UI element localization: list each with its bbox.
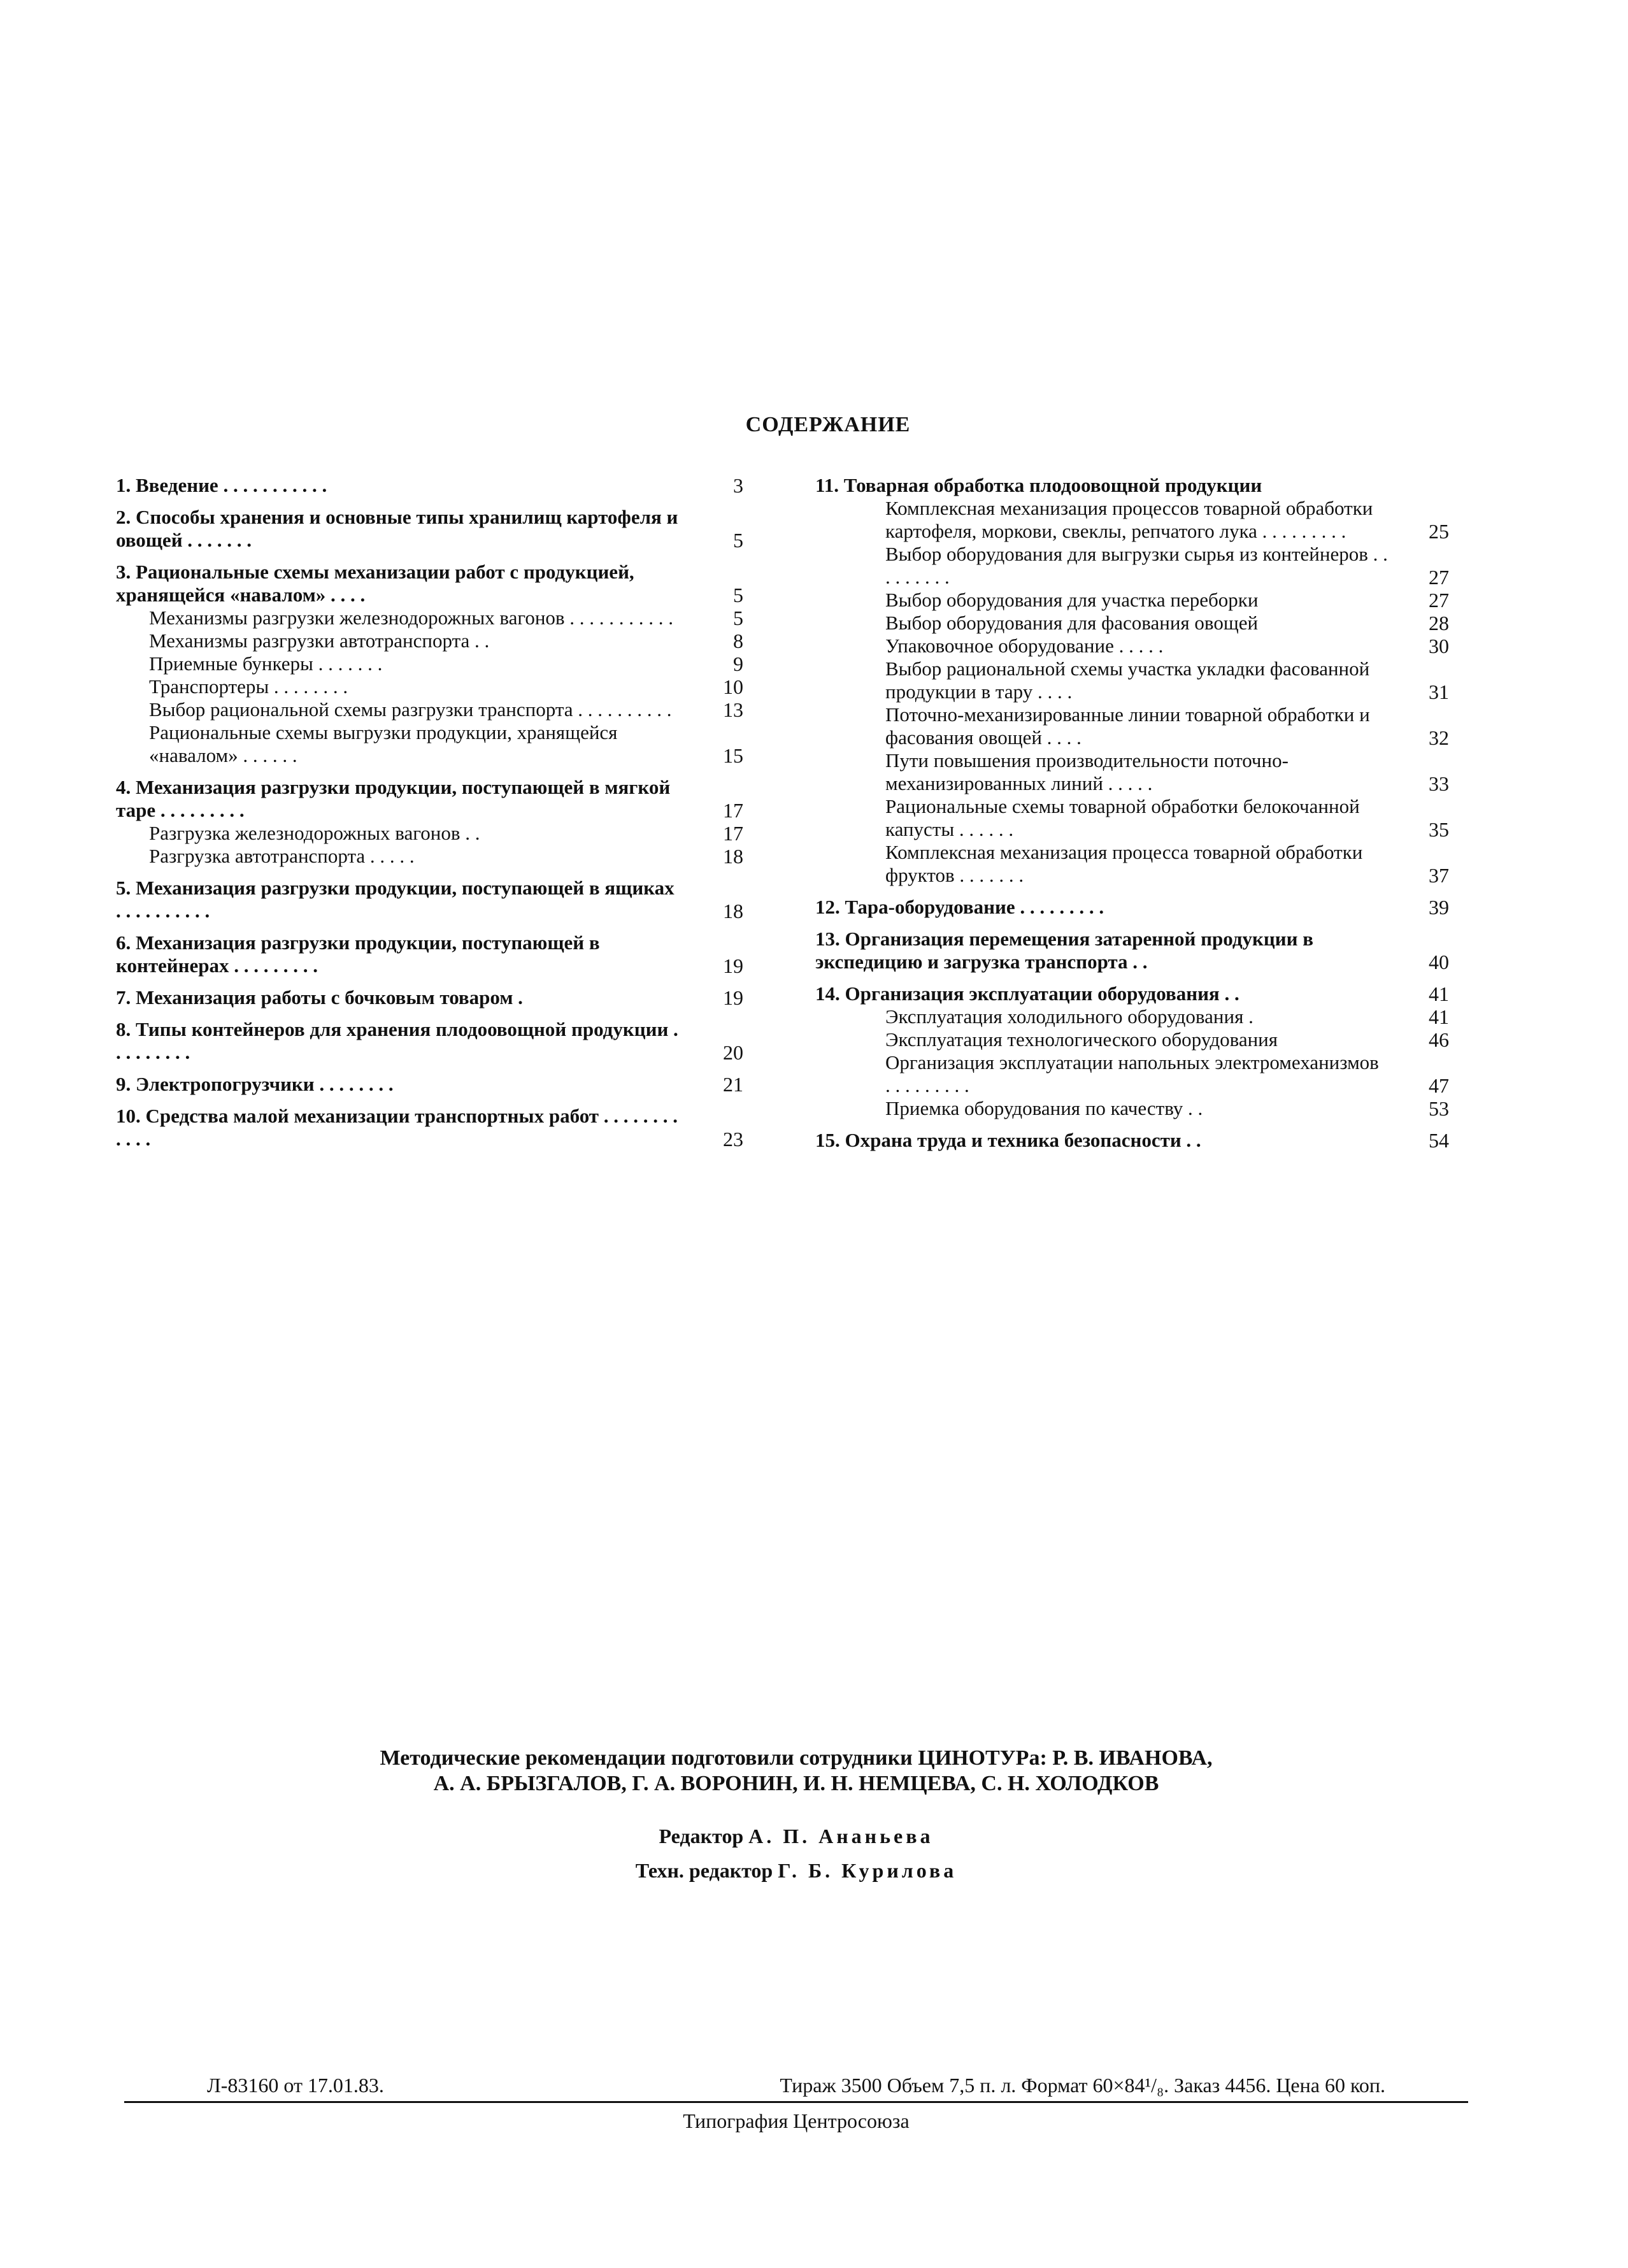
toc-entry-page: 33 [1429,772,1449,795]
toc-entry-title: Приемка оборудования по качеству . . [885,1097,1203,1119]
toc-entry-title: Выбор рациональной схемы участка укладки фасованной продукции в тару . . . . [885,657,1370,703]
toc-entry-page: 40 [1429,951,1449,973]
toc-entry-page: 19 [723,986,743,1009]
toc-entry-page: 39 [1429,896,1449,919]
toc-entry-page: 18 [723,900,743,922]
toc-entry-title: 4. Механизация разгрузки продукции, поступающей в мягкой таре . . . . . . . . . [116,776,671,821]
toc-entry-page: 5 [733,606,743,629]
toc-entry [116,986,759,1009]
toc-entry-title: Разгрузка железнодорожных вагонов . . [149,822,480,844]
editor-line [191,1823,1401,1849]
tech-editor-name: Г. Б. Курилова [778,1859,957,1882]
toc-entry [815,497,1452,543]
toc-entry-title: 14. Организация эксплуатации оборудования . . [815,982,1239,1005]
toc-entry-page: 54 [1429,1129,1449,1152]
toc-entry-title: Комплексная механизация процесса товарной обработки фруктов . . . . . . . [885,841,1363,886]
toc-entry [116,506,759,552]
toc-entry-page: 27 [1429,566,1449,589]
toc-entry-title: Эксплуатация технологического оборудования [885,1028,1278,1051]
toc-entry-title: 2. Способы хранения и основные типы хранилищ картофеля и овощей . . . . . . . [116,506,678,551]
toc-entry [116,652,759,675]
toc-entry-page: 10 [723,675,743,698]
authors-line-1: Методические рекомендации подготовили сотрудники ЦИНОТУРа: Р. В. ИВАНОВА, [380,1746,1213,1770]
print-details: Тираж 3500 Объем 7,5 п. л. Формат 60×84¹/₈. Заказ 4456. Цена 60 коп. [780,2074,1385,2097]
toc-entry-page: 5 [733,529,743,552]
toc-entry-title: 13. Организация перемещения затаренной продукции в экспедицию и загрузка транспорта . . [815,928,1313,973]
toc-entry-title: Комплексная механизация процессов товарной обработки картофеля, моркови, свеклы, репчатого лука . . . . . . . . . [885,497,1373,542]
toc-entry [116,606,759,629]
toc-entry-title: Транспортеры . . . . . . . . [149,675,348,698]
toc-entry-page: 53 [1429,1097,1449,1120]
toc-entry-page: 41 [1429,982,1449,1005]
tech-editor-label: Техн. редактор [635,1859,773,1882]
toc-entry-title: Рациональные схемы выгрузки продукции, хранящейся «навалом» . . . . . . [149,721,618,766]
toc-entry [116,822,759,845]
toc-entry [815,635,1452,657]
toc-entry [815,982,1452,1005]
toc-entry-page: 46 [1429,1028,1449,1051]
toc-entry-page: 17 [723,822,743,845]
toc-entry-page: 32 [1429,726,1449,749]
toc-entry-title: 5. Механизация разгрузки продукции, поступающей в ящиках . . . . . . . . . . [116,877,675,922]
printer-name: Типография Центросоюза [683,2109,910,2132]
toc-entry-page: 9 [733,652,743,675]
toc-entry [815,1129,1452,1152]
page-title: СОДЕРЖАНИЕ [745,413,911,436]
toc-entry-title: 8. Типы контейнеров для хранения плодоовощной продукции . . . . . . . . . [116,1018,678,1063]
toc-entry [116,474,759,497]
toc-entry-page: 30 [1429,635,1449,657]
toc-entry [815,928,1452,973]
toc-entry-title: Организация эксплуатации напольных электромеханизмов . . . . . . . . . [885,1051,1379,1096]
toc-entry [116,561,759,606]
toc-entry-title: Упаковочное оборудование . . . . . [885,635,1164,657]
toc-entry [116,1073,759,1096]
toc-entry [815,657,1452,703]
license-number: Л-83160 от 17.01.83. [207,2074,384,2097]
toc-entry-page: 5 [733,584,743,606]
toc-entry-title: 6. Механизация разгрузки продукции, поступающей в контейнерах . . . . . . . . . [116,931,600,977]
toc-entry [116,629,759,652]
imprint-block [124,2074,1468,2133]
toc-entry-page: 13 [723,698,743,721]
toc-entry [116,1105,759,1151]
toc-entry-page: 8 [733,629,743,652]
toc-entry [116,1018,759,1064]
toc-entry-page: 19 [723,954,743,977]
toc-entry-title: Эксплуатация холодильного оборудования . [885,1005,1253,1028]
toc-entry-title: Рациональные схемы товарной обработки белокочанной капусты . . . . . . [885,795,1360,840]
toc-entry [116,698,759,721]
toc-right-column [815,465,1452,1152]
toc-entry [815,1097,1452,1120]
toc-entry-title: Выбор оборудования для участка переборки [885,589,1259,611]
toc-entry [116,877,759,922]
toc-left-column [116,465,759,1151]
toc-entry-page: 47 [1429,1074,1449,1097]
toc-entry-page: 35 [1429,818,1449,841]
toc-entry [815,543,1452,589]
toc-entry-page: 23 [723,1128,743,1151]
toc-entry-title: 7. Механизация работы с бочковым товаром . [116,986,523,1008]
toc-entry-page: 17 [723,799,743,822]
toc-entry-page: 3 [733,474,743,497]
toc-entry-title: 3. Рациональные схемы механизации работ с продукцией, хранящейся «навалом» . . . . [116,561,634,606]
toc-entry [815,1051,1452,1097]
toc-entry-title: Механизмы разгрузки автотранспорта . . [149,629,490,652]
toc-entry-title: Механизмы разгрузки железнодорожных вагонов . . . . . . . . . . . [149,606,674,629]
toc-entry-title: 9. Электропогрузчики . . . . . . . . [116,1073,394,1095]
toc-entry-title: 10. Средства малой механизации транспортных работ . . . . . . . . . . . . [116,1105,678,1150]
toc-entry [815,474,1452,497]
toc-entry-page: 31 [1429,680,1449,703]
toc-entry-title: Выбор рациональной схемы разгрузки транспорта . . . . . . . . . . [149,698,672,721]
toc-entry-title: Поточно-механизированные линии товарной обработки и фасования овощей . . . . [885,703,1370,749]
toc-entry-title: 11. Товарная обработка плодоовощной продукции [815,474,1262,496]
toc-entry-title: 12. Тара-оборудование . . . . . . . . . [815,896,1104,918]
toc-entry [116,931,759,977]
editor-label: Редактор [659,1825,744,1848]
toc-entry-title: 15. Охрана труда и техника безопасности . . [815,1129,1201,1151]
toc-entry-page: 20 [723,1041,743,1064]
toc-entry-page: 18 [723,845,743,868]
toc-entry [116,721,759,767]
toc-entry-title: Приемные бункеры . . . . . . . [149,652,383,675]
editor-name: А. П. Ананьева [748,1825,934,1848]
credits-block [191,1746,1401,1883]
toc-entry-page: 41 [1429,1005,1449,1028]
toc-entry [116,845,759,868]
tech-editor-line [191,1858,1401,1883]
toc-entry [815,795,1452,841]
toc-entry-title: Выбор оборудования для фасования овощей [885,612,1259,634]
toc-entry-page: 25 [1429,520,1449,543]
toc-entry-page: 28 [1429,612,1449,635]
toc-entry [815,841,1452,887]
toc-entry-title: Разгрузка автотранспорта . . . . . [149,845,415,867]
toc-entry [815,612,1452,635]
toc-entry [815,1028,1452,1051]
toc-entry-page: 37 [1429,864,1449,887]
toc-entry-page: 15 [723,744,743,767]
toc-entry [815,589,1452,612]
toc-entry-page: 21 [723,1073,743,1096]
authors-line-2: А. А. БРЫЗГАЛОВ, Г. А. ВОРОНИН, И. Н. НЕМЦЕВА, С. Н. ХОЛОДКОВ [433,1772,1159,1795]
toc-entry [815,1005,1452,1028]
toc-entry-title: Выбор оборудования для выгрузки сырья из контейнеров . . . . . . . . . [885,543,1388,588]
toc-entry-title: 1. Введение . . . . . . . . . . . [116,474,327,496]
toc-entry-title: Пути повышения производительности поточно-механизированных линий . . . . . [885,749,1289,794]
toc-entry [116,675,759,698]
toc-entry [815,896,1452,919]
imprint-line [124,2074,1468,2103]
toc-entry [116,776,759,822]
toc-entry [815,703,1452,749]
toc-entry-page: 27 [1429,589,1449,612]
toc-entry [815,749,1452,795]
